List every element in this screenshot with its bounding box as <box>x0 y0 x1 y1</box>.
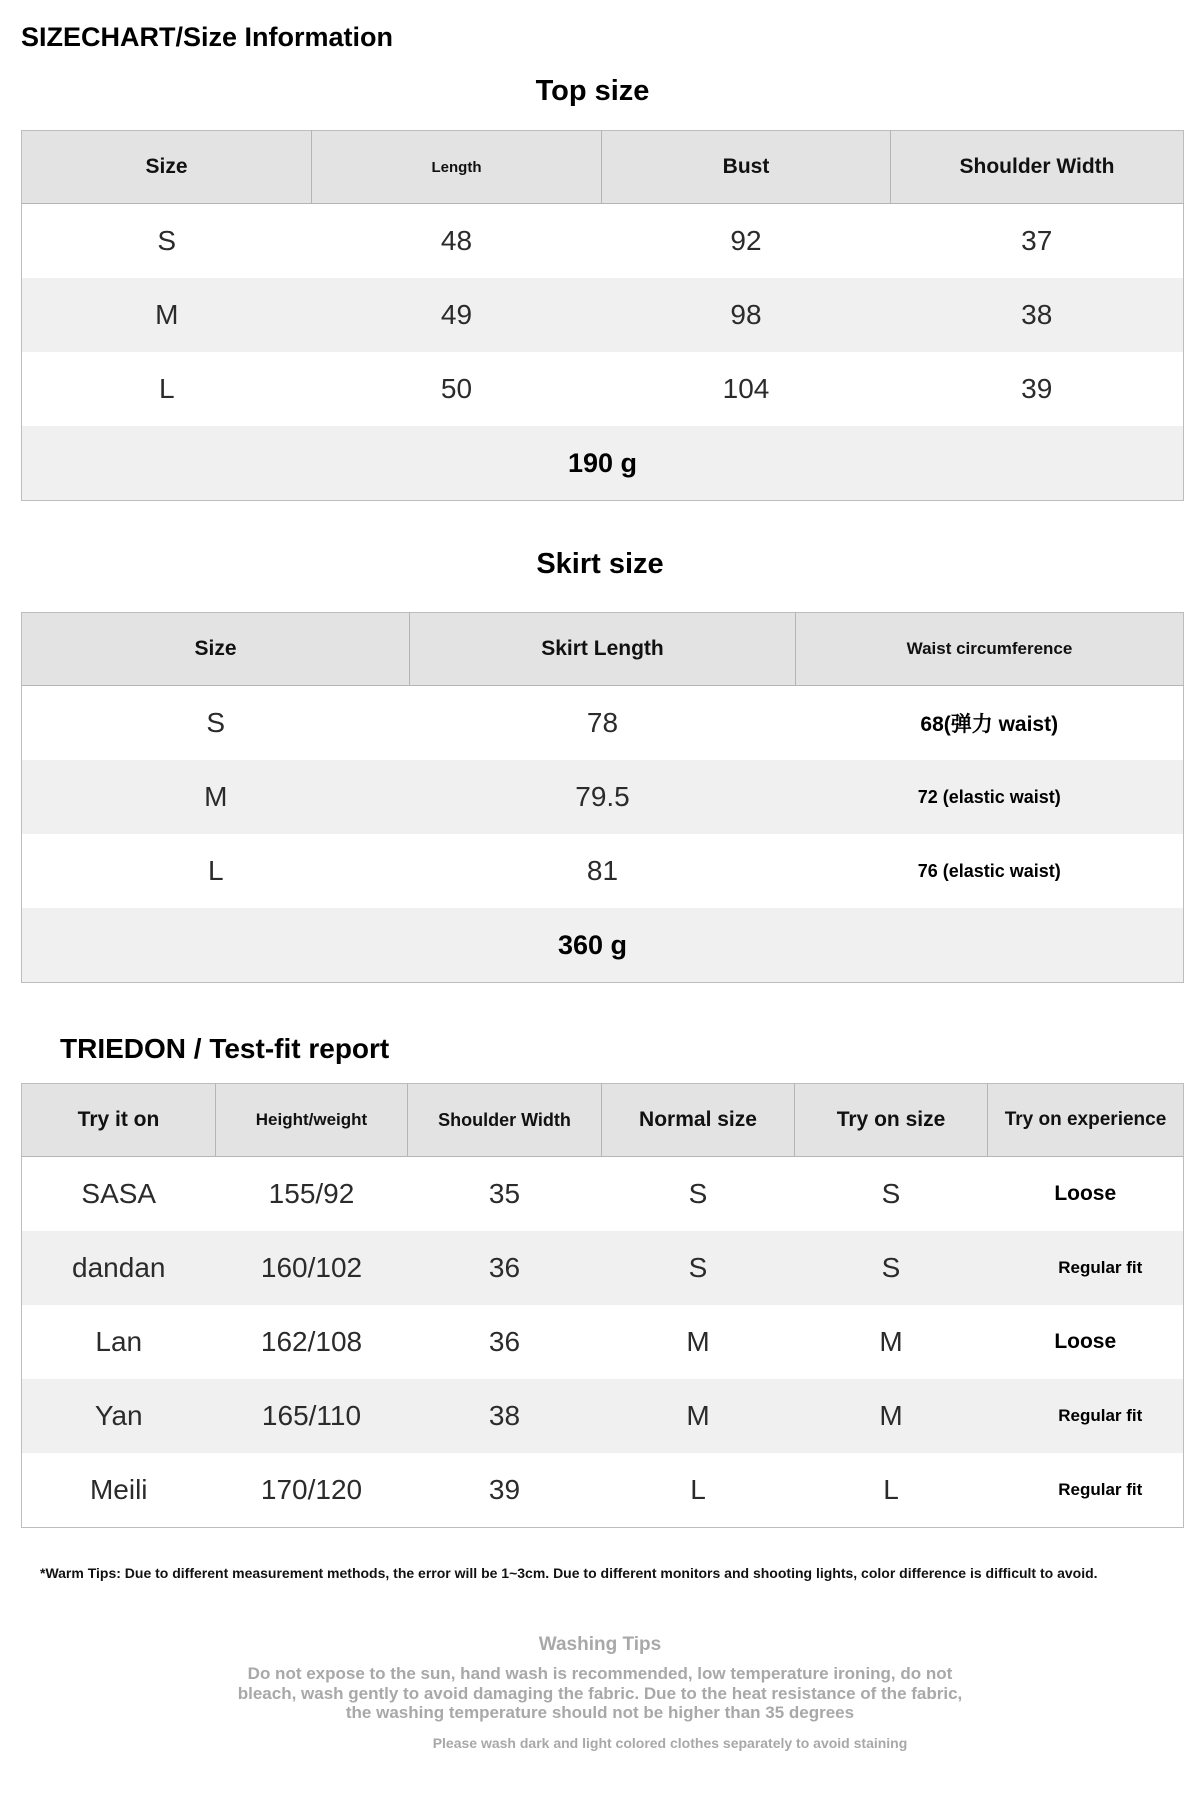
table-cell: Regular fit <box>1058 1480 1143 1499</box>
weight-row <box>22 908 1184 983</box>
table-cell: Yan <box>22 1379 216 1453</box>
table-row <box>22 834 1184 908</box>
warm-tips-text: *Warm Tips: Due to different measurement methods, the error will be 1~3cm. Due to different monitors and shooting lights, color difference is difficult to avoid. <box>40 1565 1098 1581</box>
table-row <box>22 204 1184 279</box>
table-row <box>22 686 1184 761</box>
table-cell: Lan <box>95 1326 143 1357</box>
column-header: Size <box>22 613 410 686</box>
table-row <box>22 1453 1184 1528</box>
table-cell: 49 <box>312 278 602 352</box>
table-cell: L <box>690 1474 706 1505</box>
table-cell: L <box>207 855 224 886</box>
table-cell: Loose <box>1054 1182 1117 1205</box>
weight-value: 360 g <box>22 908 1184 983</box>
table-cell: Loose <box>1054 1330 1117 1353</box>
washing-tips-line: the washing temperature should not be higher than 35 degrees <box>345 1703 855 1722</box>
washing-tips-title: Washing Tips <box>538 1634 662 1655</box>
weight-value: 190 g <box>22 426 1184 501</box>
table-cell: 39 <box>1021 373 1053 404</box>
weight-row <box>22 426 1184 501</box>
table-cell: 79.5 <box>410 760 796 834</box>
table-cell: 72 (elastic waist) <box>796 760 1184 834</box>
table-row <box>22 278 1184 352</box>
table-cell: 170/120 <box>260 1474 363 1505</box>
skirt-size-title: Skirt size <box>536 548 664 580</box>
table-cell: L <box>883 1474 899 1505</box>
table-cell: M <box>22 278 312 352</box>
table-row <box>22 1157 1184 1232</box>
column-header: Bust <box>602 131 891 204</box>
table-cell: Regular fit <box>988 1379 1184 1453</box>
table-cell: 81 <box>586 855 619 886</box>
column-header: Length <box>312 131 602 204</box>
table-cell: 68(弹力 waist) <box>920 713 1059 736</box>
column-header: Skirt Length <box>410 613 796 686</box>
table-cell: S <box>688 1178 708 1209</box>
table-row <box>22 760 1184 834</box>
table-cell: 36 <box>408 1231 602 1305</box>
page-title: SIZECHART/Size Information <box>21 22 394 52</box>
table-cell: 92 <box>730 225 762 256</box>
table-cell: 38 <box>408 1379 602 1453</box>
table-header-row <box>22 613 1184 686</box>
fit-report-title: TRIEDON / Test-fit report <box>60 1033 390 1064</box>
table-cell: M <box>686 1326 710 1357</box>
table-cell: 48 <box>440 225 473 256</box>
table-cell: S <box>795 1231 988 1305</box>
washing-tips-line: bleach, wash gently to avoid damaging the fabric. Due to the heat resistance of the fabric, <box>237 1684 963 1703</box>
table-cell: M <box>795 1379 988 1453</box>
column-header: Shoulder Width <box>408 1084 602 1157</box>
washing-tips-line: Do not expose to the sun, hand wash is recommended, low temperature ironing, do not <box>247 1664 953 1683</box>
table-cell: 76 (elastic waist) <box>917 860 1061 881</box>
table-cell: 162/108 <box>260 1326 363 1357</box>
top-size-title: Top size <box>535 75 650 107</box>
table-cell: S <box>881 1178 901 1209</box>
table-cell: 50 <box>440 373 473 404</box>
table-cell: 160/102 <box>216 1231 408 1305</box>
table-cell: 78 <box>586 707 619 738</box>
table-cell: Meili <box>89 1474 148 1505</box>
table-cell: S <box>157 225 177 256</box>
washing-note: Please wash dark and light colored clothes separately to avoid staining <box>432 1735 908 1751</box>
table-cell: L <box>158 373 175 404</box>
column-header: Try it on <box>22 1084 216 1157</box>
table-cell: 38 <box>891 278 1184 352</box>
fit-report-table <box>21 1083 1184 1528</box>
table-cell: M <box>879 1326 903 1357</box>
column-header: Normal size <box>602 1084 795 1157</box>
table-cell: 35 <box>488 1178 521 1209</box>
table-cell: SASA <box>81 1178 157 1209</box>
table-row <box>22 1379 1184 1453</box>
table-cell: S <box>602 1231 795 1305</box>
table-cell: M <box>22 760 410 834</box>
table-cell: Regular fit <box>988 1231 1184 1305</box>
table-cell: M <box>602 1379 795 1453</box>
top-size-table <box>21 130 1184 501</box>
table-row <box>22 352 1184 426</box>
table-header-row <box>22 1084 1184 1157</box>
column-header: Try on experience <box>988 1084 1184 1157</box>
table-cell: 165/110 <box>216 1379 408 1453</box>
column-header: Shoulder Width <box>891 131 1184 204</box>
table-row <box>22 1305 1184 1379</box>
skirt-size-table <box>21 612 1184 983</box>
table-cell: S <box>206 707 226 738</box>
column-header: Waist circumference <box>796 613 1184 686</box>
table-cell: 39 <box>488 1474 521 1505</box>
column-header: Size <box>22 131 312 204</box>
column-header: Height/weight <box>216 1084 408 1157</box>
table-cell: 155/92 <box>268 1178 355 1209</box>
table-header-row <box>22 131 1184 204</box>
table-cell: 98 <box>602 278 891 352</box>
table-row <box>22 1231 1184 1305</box>
column-header: Try on size <box>795 1084 988 1157</box>
table-cell: 37 <box>1021 225 1053 256</box>
table-cell: 104 <box>722 373 770 404</box>
table-cell: dandan <box>22 1231 216 1305</box>
table-cell: 36 <box>488 1326 521 1357</box>
